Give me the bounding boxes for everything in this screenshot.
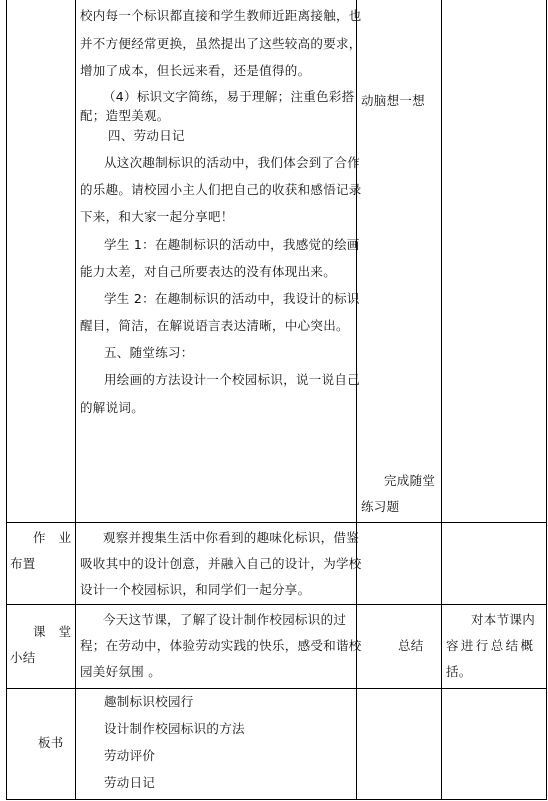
content-line: 从这次趣制标识的活动中，我们体会到了合作 bbox=[104, 155, 361, 170]
content-line: 学生 2：在趣制标识的活动中，我设计的标识 bbox=[104, 291, 360, 306]
content-line: 用绘画的方法设计一个校园标识，说一说自己 bbox=[104, 372, 361, 387]
content-line: 增加了成本，但长远来看，还是值得的。 bbox=[80, 63, 311, 78]
blackboard-line: 劳动评价 bbox=[104, 748, 156, 763]
summary-line: 程；在劳动中，体验劳动实践的快乐，感受和谐校 bbox=[80, 638, 362, 653]
row-label: 小结 bbox=[10, 650, 36, 665]
content-line: 的乐趣。请校园小主人们把自己的收获和感悟记录 bbox=[80, 182, 362, 197]
blackboard-line: 劳动日记 bbox=[104, 775, 156, 790]
content-line: 学生 1：在趣制标识的活动中，我感觉的绘画 bbox=[104, 237, 360, 252]
section-heading: 四、劳动日记 bbox=[108, 128, 185, 143]
blackboard-line: 趣制标识校园行 bbox=[104, 694, 194, 709]
row-label: 作 业 bbox=[33, 530, 72, 545]
content-line: 配；造型美观。 bbox=[80, 108, 170, 123]
content-line: 醒目，简洁，在解说语言表达清晰，中心突出。 bbox=[80, 318, 349, 333]
content-line: 能力太差，对自己所要表达的没有体现出来。 bbox=[80, 264, 337, 279]
homework-line: 吸收其中的设计创意，并融入自己的设计，为学校 bbox=[80, 556, 362, 571]
intent-line: 容进行总结概 bbox=[446, 638, 536, 653]
row-divider-2 bbox=[6, 604, 547, 605]
activity-text: 动脑想一想 bbox=[361, 93, 426, 108]
summary-line: 今天这节课，了解了设计制作校园标识的过 bbox=[103, 612, 347, 627]
row-divider-3 bbox=[6, 688, 547, 689]
content-line: 的解说词。 bbox=[80, 400, 145, 415]
row-label: 课 堂 bbox=[33, 624, 72, 639]
column-divider-content bbox=[356, 0, 357, 800]
column-divider-label bbox=[75, 0, 76, 800]
blackboard-line: 设计制作校园标识的方法 bbox=[104, 721, 245, 736]
homework-line: 观察并搜集生活中你看到的趣味化标识，借鉴 bbox=[103, 530, 360, 545]
content-line: 下来，和大家一起分享吧！ bbox=[80, 209, 234, 224]
content-line: （4）标识文字简练，易于理解；注重色彩搭 bbox=[103, 89, 355, 104]
activity-text: 完成随堂 bbox=[384, 473, 436, 488]
section-heading: 五、随堂练习： bbox=[104, 345, 194, 360]
row-label: 板书 bbox=[38, 735, 64, 750]
intent-line: 括。 bbox=[446, 664, 472, 679]
summary-line: 园美好氛围 。 bbox=[80, 664, 162, 679]
intent-line: 对本节课内 bbox=[471, 612, 536, 627]
row-divider-1 bbox=[6, 522, 547, 523]
table-border-left bbox=[6, 0, 7, 800]
table-border-bottom bbox=[6, 799, 547, 800]
content-line: 并不方便经常更换，虽然提出了这些较高的要求， bbox=[80, 36, 362, 51]
content-line: 校内每一个标识都直接和学生教师近距离接触，也 bbox=[80, 8, 362, 23]
row-label: 布置 bbox=[10, 556, 36, 571]
activity-text: 练习题 bbox=[361, 499, 400, 514]
table-border-right bbox=[546, 0, 547, 800]
column-divider-activity bbox=[441, 0, 442, 800]
activity-text: 总结 bbox=[398, 638, 424, 653]
homework-line: 设计一个校园标识，和同学们一起分享。 bbox=[80, 582, 311, 597]
